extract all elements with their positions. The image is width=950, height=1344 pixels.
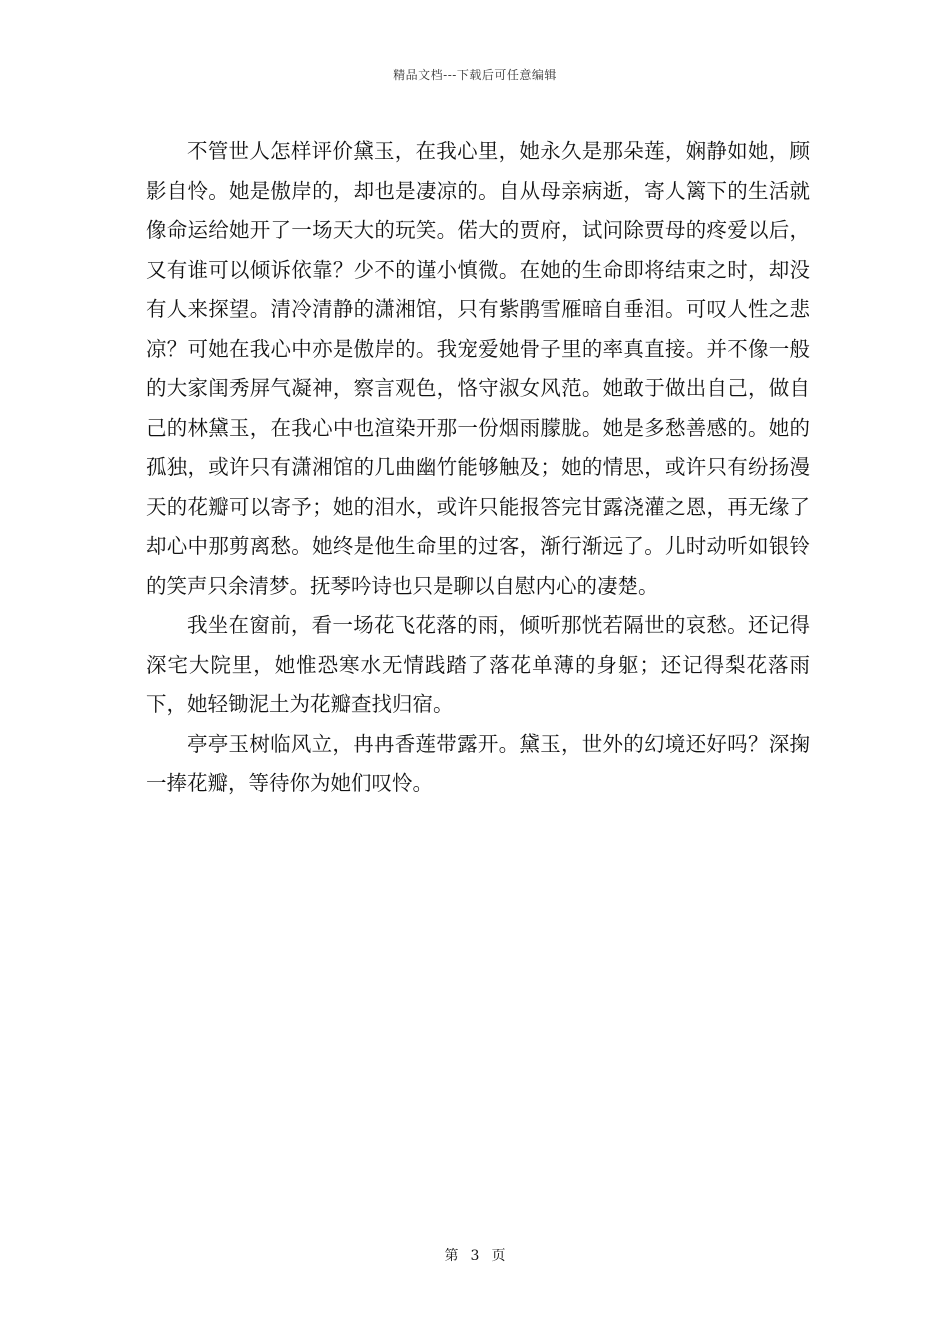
paragraph-3: 亭亭玉树临风立，冉冉香莲带露开。黛玉，世外的幻境还好吗？深掬一捧花瓣，等待你为她们叹怜。 <box>146 731 810 795</box>
page-header: 精品文档---下载后可任意编辑 <box>393 68 557 82</box>
page-footer <box>0 1245 950 1265</box>
paragraph-2: 我坐在窗前，看一场花飞花落的雨，倾听那恍若隔世的哀愁。还记得深宅大院里，她惟恐寒水无情践踏了落花单薄的身躯；还记得梨花落雨下，她轻锄泥土为花瓣查找归宿。 <box>146 613 810 716</box>
page-number-suffix: 页 <box>491 1248 506 1264</box>
page-number: 3 <box>470 1248 480 1264</box>
paragraph-1: 不管世人怎样评价黛玉，在我心里，她永久是那朵莲，娴静如她，顾影自怜。她是傲岸的，却也是凄凉的。自从母亲病逝，寄人篱下的生活就像命运给她开了一场天大的玩笑。偌大的贾府，试问除贾母的疼爱以后，又有谁可以倾诉依靠？少不的谨小慎微。在她的生命即将结束之时，却没有人来探望。清冷清静的潇湘馆，只有紫鹃雪雁暗自垂泪。可叹人性之悲凉？可她在我心中亦是傲岸的。我宠爱她骨子里的率真直接。并不像一般的大家闺秀屏气凝神，察言观色，恪守淑女风范。她敢于做出自己，做自己的林黛玉，在我心中也渲染开那一份烟雨朦胧。她是多愁善感的。她的孤独，或许只有潇湘馆的几曲幽竹能够触及；她的情思，或许只有纷扬漫天的花瓣可以寄予；她的泪水，或许只能报答完甘露浇灌之恩，再无缘了却心中那剪离愁。她终是他生命里的过客，渐行渐远了。儿时动听如银铃的笑声只余清梦。抚琴吟诗也只是聊以自慰内心的凄楚。 <box>146 139 810 598</box>
page-number-prefix: 第 <box>444 1248 459 1264</box>
document-body <box>146 132 810 804</box>
